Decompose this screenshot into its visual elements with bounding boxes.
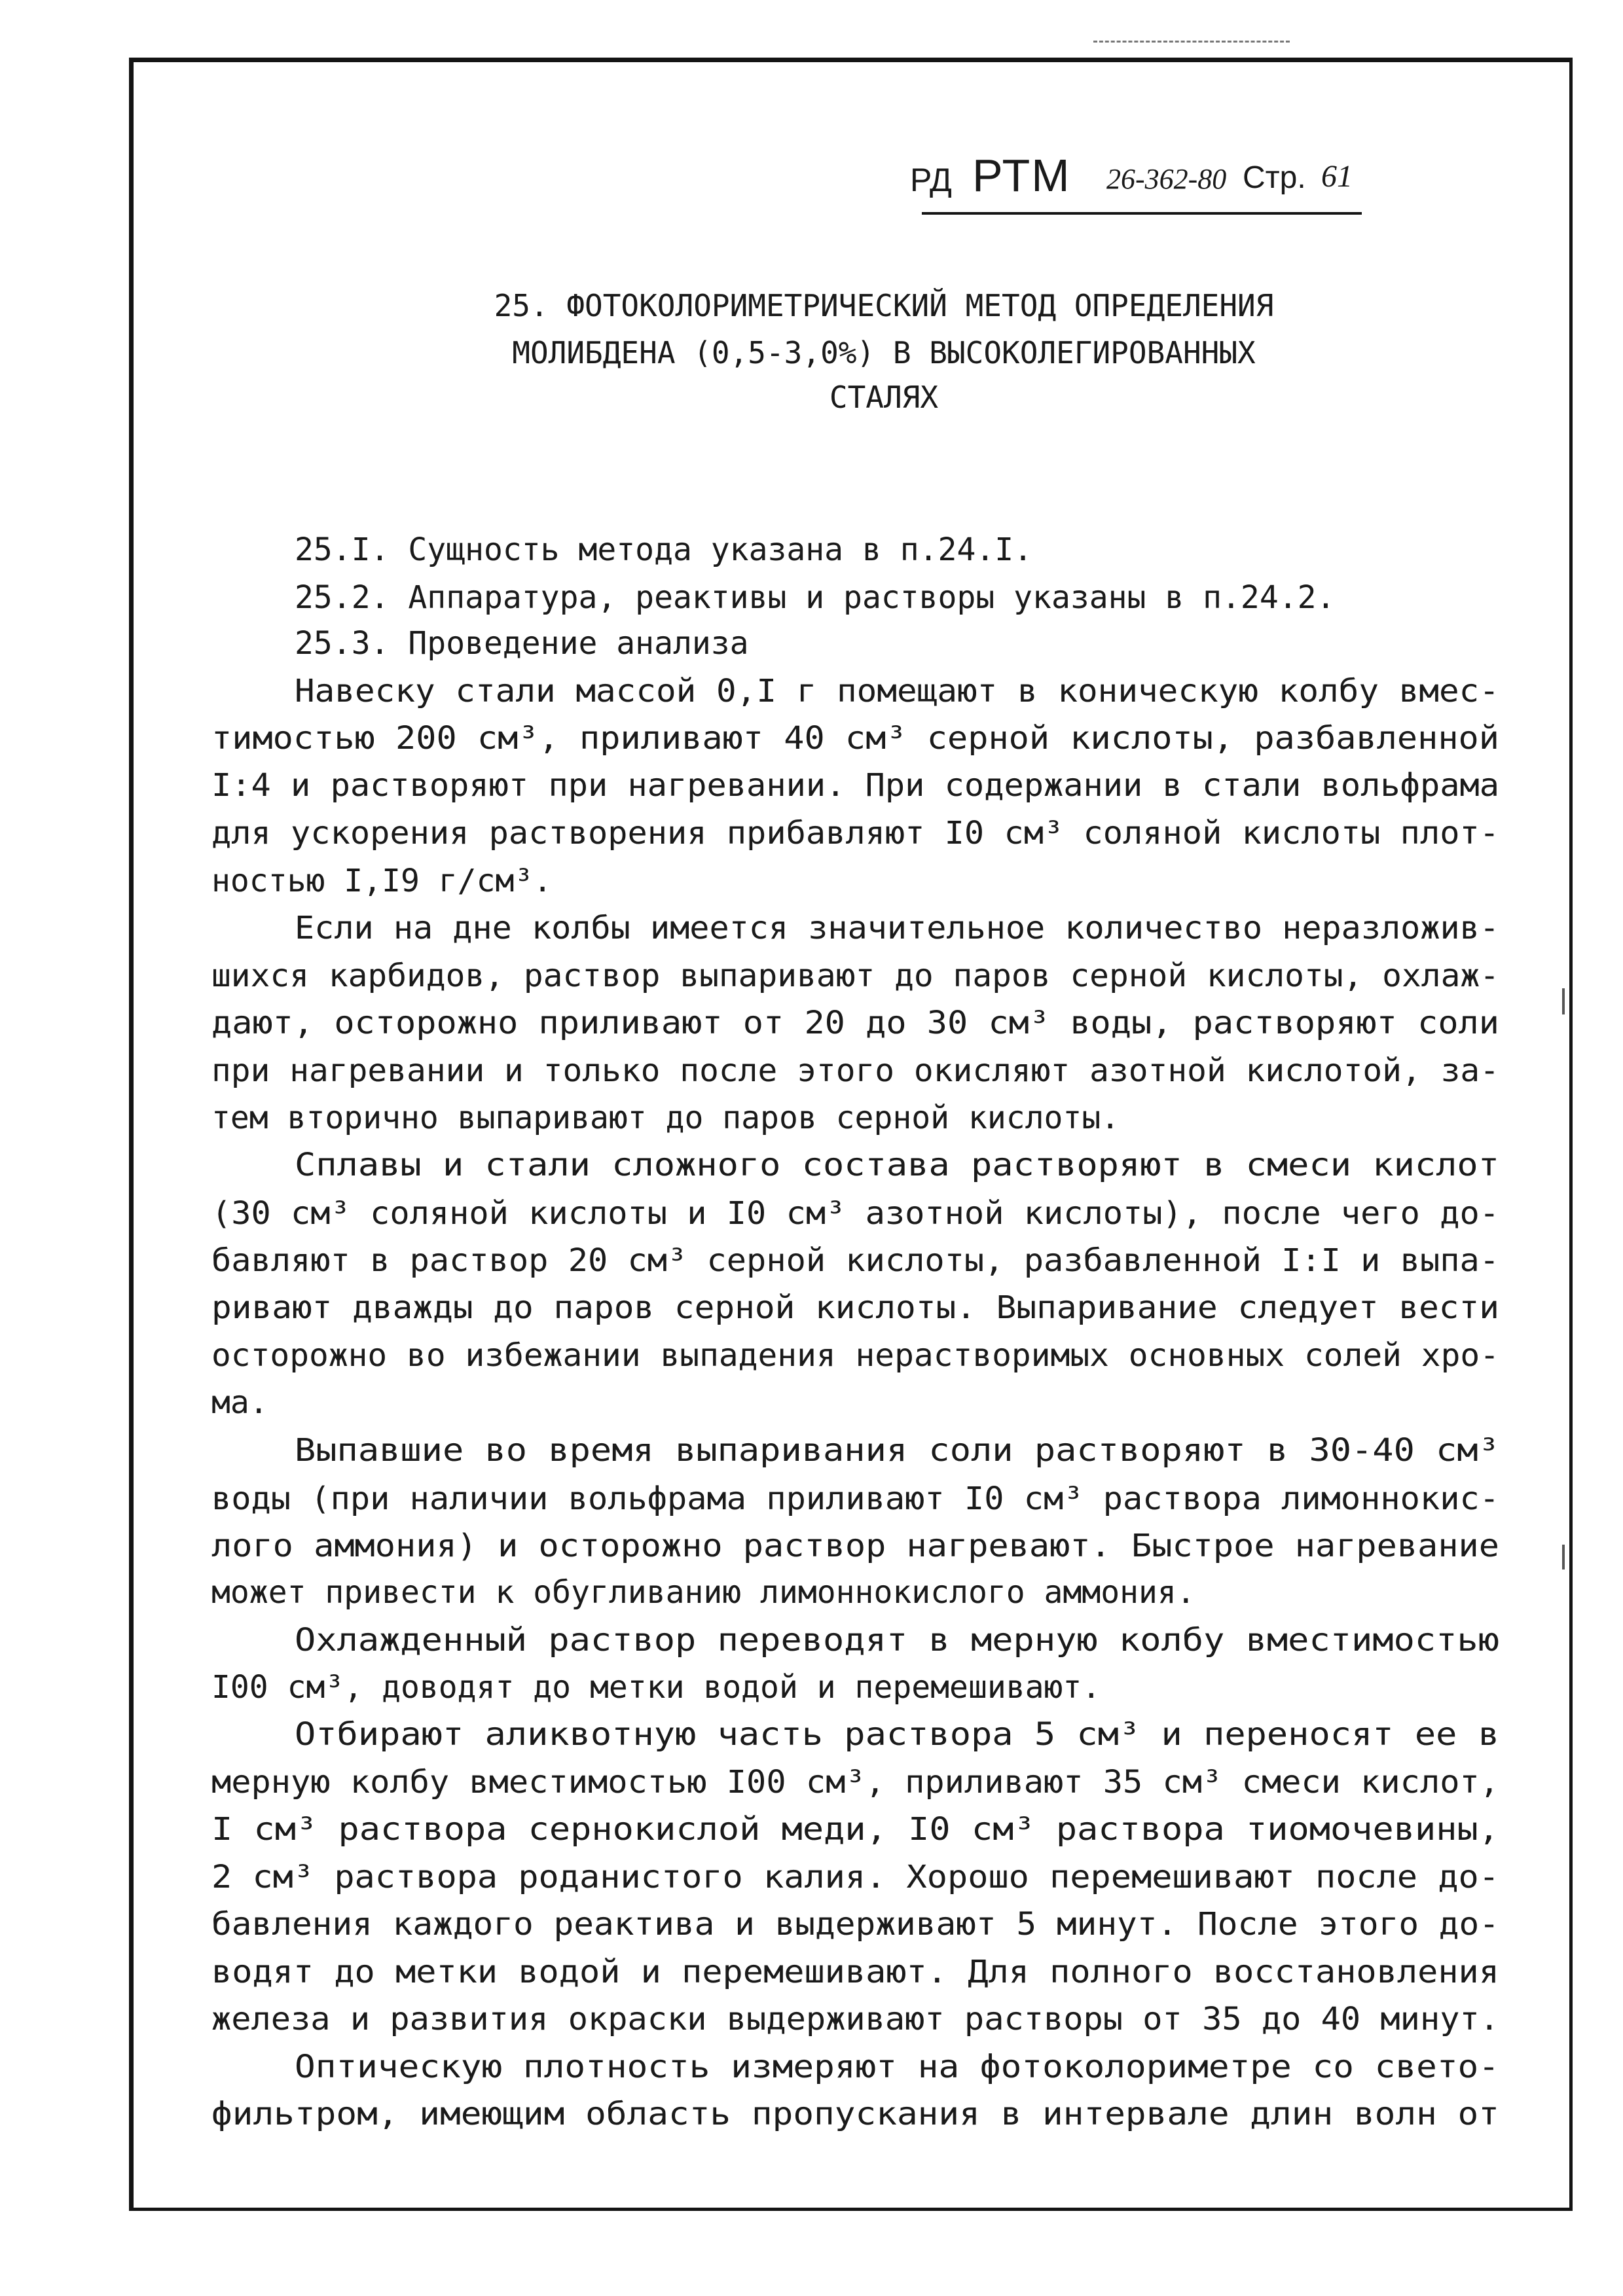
header-underline	[922, 212, 1362, 215]
text-line: фильтром, имеющим область пропускания в интервале длин волн от	[211, 2096, 1499, 2132]
text-line: шихся карбидов, раствор выпаривают до паров серной кислоты, охлаж-	[211, 958, 1499, 994]
section-title-line-3: СТАЛЯХ	[829, 380, 939, 415]
text-line: Сплавы и стали сложного состава растворяют в смеси кислот	[295, 1147, 1499, 1183]
text-line: лого аммония) и осторожно раствор нагревают. Быстрое нагревание	[211, 1528, 1499, 1564]
text-line: Если на дне колбы имеется значительное количество неразложив-	[295, 910, 1499, 946]
text-line: бавляют в раствор 20 см³ серной кислоты, разбавленной I:I и выпа-	[211, 1242, 1499, 1279]
top-edge-dashes	[1093, 41, 1290, 43]
text-line: осторожно во избежании выпадения нерастворимых основных солей хро-	[211, 1337, 1499, 1374]
text-line: I см³ раствора сернокислой меди, I0 см³ раствора тиомочевины,	[211, 1811, 1499, 1848]
doc-prefix: РД	[910, 162, 952, 198]
text-line: воды (при наличии вольфрама приливают I0 см³ раствора лимоннокис-	[211, 1480, 1499, 1517]
text-line: Навеску стали массой 0,I г помещают в коническую колбу вмес-	[295, 673, 1499, 709]
text-line: I00 см³, доводят до метки водой и перемешивают.	[211, 1669, 1101, 1706]
text-line: Охлажденный раствор переводят в мерную колбу вместимостью	[295, 1622, 1499, 1659]
text-line: I:4 и растворяют при нагревании. При содержании в стали вольфрама	[211, 767, 1499, 804]
text-line: ма.	[211, 1384, 268, 1421]
text-line: дают, осторожно приливают от 20 до 30 см³ воды, растворяют соли	[211, 1005, 1499, 1041]
document-header	[910, 149, 1368, 221]
doc-code: 26-362-80	[1106, 163, 1227, 195]
text-line: тимостью 200 см³, приливают 40 см³ серной кислоты, разбавленной	[211, 720, 1499, 757]
text-line: 25.I. Сущность метода указана в п.24.I.	[295, 531, 1033, 568]
text-line: железа и развития окраски выдерживают растворы от 35 до 40 минут.	[211, 2001, 1499, 2037]
text-line: 25.2. Аппаратура, реактивы и растворы указаны в п.24.2.	[295, 579, 1336, 616]
page-label: Стр.	[1243, 160, 1306, 195]
text-line: водят до метки водой и перемешивают. Для полного восстановления	[211, 1954, 1499, 1990]
margin-mark	[1562, 1545, 1565, 1570]
section-title-line-1: 25. ФОТОКОЛОРИМЕТРИЧЕСКИЙ МЕТОД ОПРЕДЕЛЕНИЯ	[494, 288, 1274, 323]
text-line: 2 см³ раствора роданистого калия. Хорошо перемешивают после до-	[211, 1859, 1499, 1895]
text-line: ривают дважды до паров серной кислоты. Выпаривание следует вести	[211, 1289, 1499, 1326]
text-line: при нагревании и только после этого окисляют азотной кислотой, за-	[211, 1052, 1499, 1089]
text-line: 25.3. Проведение анализа	[295, 625, 749, 662]
margin-mark	[1562, 988, 1565, 1014]
text-line: Оптическую плотность измеряют на фотоколориметре со свето-	[295, 2049, 1499, 2085]
section-title-line-2: МОЛИБДЕНА (0,5-3,0%) В ВЫСОКОЛЕГИРОВАННЫХ	[512, 335, 1256, 370]
text-line: мерную колбу вместимостью I00 см³, приливают 35 см³ смеси кислот,	[211, 1764, 1499, 1801]
text-line: бавления каждого реактива и выдерживают 5 минут. После этого до-	[211, 1906, 1499, 1943]
page-number: 61	[1321, 159, 1353, 194]
text-line: ностью I,I9 г/см³.	[211, 863, 553, 899]
text-line: может привести к обугливанию лимоннокислого аммония.	[211, 1574, 1195, 1611]
text-line: для ускорения растворения прибавляют I0 см³ соляной кислоты плот-	[211, 815, 1499, 852]
doc-type: РТМ	[972, 150, 1071, 201]
text-line: (30 см³ соляной кислоты и I0 см³ азотной кислоты), после чего до-	[211, 1195, 1499, 1232]
text-line: Отбирают аликвотную часть раствора 5 см³ и переносят ее в	[295, 1716, 1499, 1753]
text-line: Выпавшие во время выпаривания соли растворяют в 30-40 см³	[295, 1432, 1499, 1469]
text-line: тем вторично выпаривают до паров серной кислоты.	[211, 1100, 1120, 1136]
